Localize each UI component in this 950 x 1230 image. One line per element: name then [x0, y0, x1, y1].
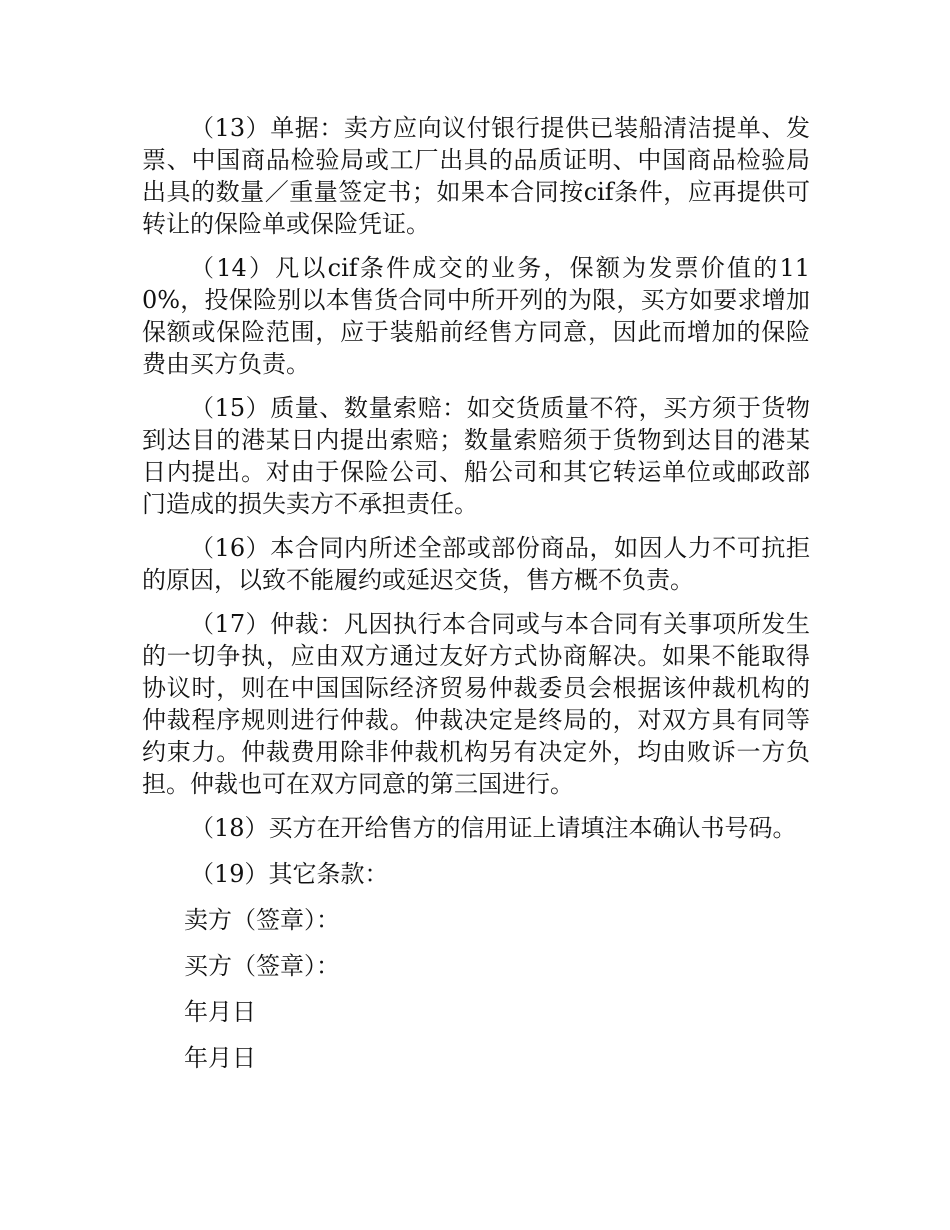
seller-signature-label: 卖方（签章）：	[184, 906, 340, 934]
clause-13-documents: （13）单据：卖方应向议付银行提供已装船清洁提单、发票、中国商品检验局或工厂出具的品质证明、中国商品检验局出具的数量／重量签定书；如果本合同按cif条件，应再提供可转让的保险单或保险凭证。	[142, 114, 810, 238]
clause-16-force-majeure: （16）本合同内所述全部或部份商品，如因人力不可抗拒的原因，以致不能履约或延迟交货，售方概不负责。	[142, 534, 810, 594]
clause-19-other-terms: （19）其它条款：	[190, 860, 389, 888]
buyer-date-label: 年月日	[184, 1044, 256, 1072]
clause-17-arbitration: （17）仲裁：凡因执行本合同或与本合同有关事项所发生的一切争执，应由双方通过友好方式协商解决。如果不能取得协议时，则在中国国际经济贸易仲裁委员会根据该仲裁机构的仲裁程序规则进行仲裁。仲裁决定是终局的，对双方具有同等约束力。仲裁费用除非仲裁机构另有决定外，均由败诉一方负担。仲裁也可在双方同意的第三国进行。	[142, 610, 810, 798]
seller-date-label: 年月日	[184, 998, 256, 1026]
clause-15-claims: （15）质量、数量索赔：如交货质量不符，买方须于货物到达目的港某日内提出索赔；数量索赔须于货物到达目的港某日内提出。对由于保险公司、船公司和其它转运单位或邮政部门造成的损失卖方不承担责任。	[142, 394, 810, 518]
clause-18-credit-number: （18）买方在开给售方的信用证上请填注本确认书号码。	[190, 814, 797, 842]
contract-body	[142, 112, 810, 1074]
buyer-signature-label: 买方（签章）：	[184, 952, 340, 980]
clause-14-insurance: （14）凡以cif条件成交的业务，保额为发票价值的110%，投保险别以本售货合同中所开列的为限，买方如要求增加保额或保险范围，应于装船前经售方同意，因此而增加的保险费由买方负责。	[142, 254, 810, 378]
